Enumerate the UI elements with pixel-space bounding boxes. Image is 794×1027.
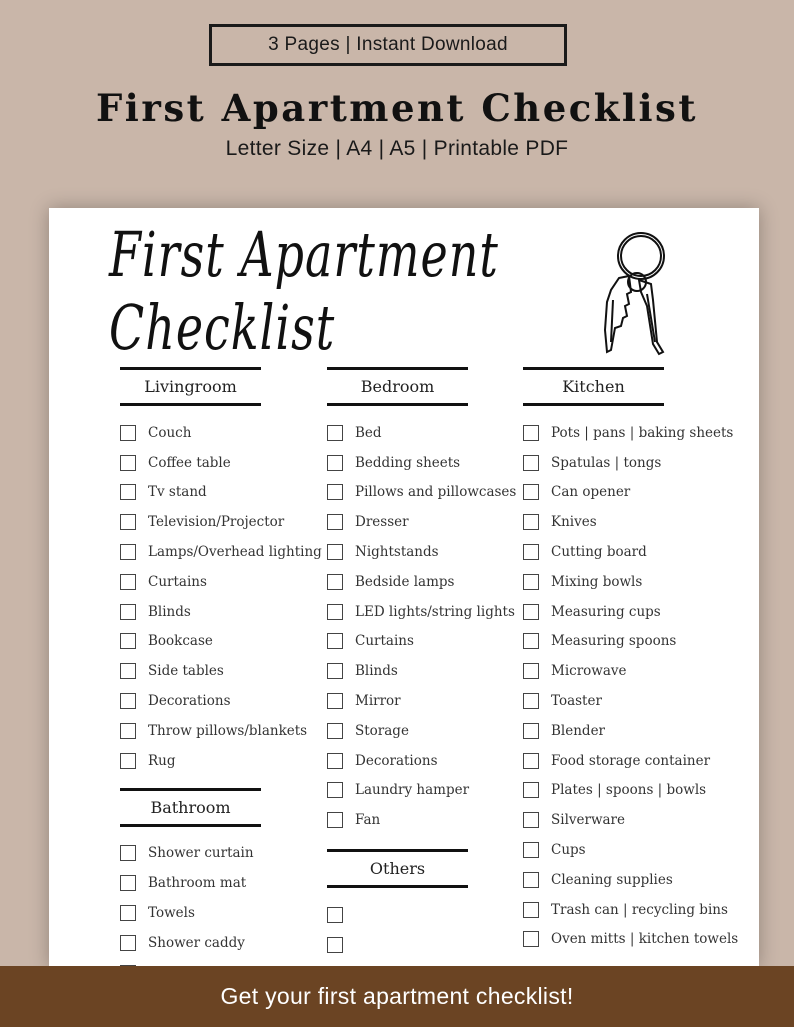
item-label: Towels [148,905,195,922]
item-label: Oven mitts | kitchen towels [551,931,739,948]
item-label: Food storage container [551,752,711,769]
item-label: Nightstands [355,544,439,561]
checkbox[interactable] [327,812,343,828]
checkbox[interactable] [327,425,343,441]
checkbox[interactable] [523,425,539,441]
item-label: Television/Projector [148,514,285,531]
item-label: Cleaning supplies [551,871,673,888]
checkbox[interactable] [523,723,539,739]
checklist-item [120,686,331,716]
checkbox[interactable] [120,544,136,560]
checklist-item [523,656,738,686]
item-label: Blender [551,722,606,739]
checkbox[interactable] [327,633,343,649]
checkbox[interactable] [120,633,136,649]
checkbox[interactable] [120,663,136,679]
item-label: Mirror [355,693,401,710]
checkbox[interactable] [523,544,539,560]
checklist-item [327,567,516,597]
checklist-item [120,898,331,928]
checklist-item [523,507,738,537]
checkbox[interactable] [523,872,539,888]
checkbox[interactable] [523,514,539,530]
livingroom-list [120,418,331,776]
checkbox[interactable] [327,753,343,769]
checklist-item [523,686,738,716]
item-label: Curtains [355,633,414,650]
checkbox[interactable] [523,633,539,649]
checkbox[interactable] [327,782,343,798]
item-label: Bookcase [148,633,213,650]
item-label: Coffee table [148,454,231,471]
checklist-item [327,716,516,746]
item-label: Knives [551,514,597,531]
item-label: Microwave [551,663,627,680]
item-label: Storage [355,722,409,739]
checkbox[interactable] [523,574,539,590]
item-label: Mixing bowls [551,573,643,590]
checkbox[interactable] [327,574,343,590]
checklist-item [523,805,738,835]
checkbox[interactable] [120,484,136,500]
checklist-item [120,418,331,448]
checklist-item [120,627,331,657]
checkbox[interactable] [120,693,136,709]
checklist-item [523,925,738,955]
checkbox[interactable] [523,782,539,798]
item-label: Blinds [148,603,191,620]
product-title: First Apartment Checklist [96,86,698,130]
checklist-item [120,448,331,478]
checklist-item [327,418,516,448]
checkbox[interactable] [523,753,539,769]
checkbox[interactable] [523,812,539,828]
item-label: Trash can | recycling bins [551,901,728,918]
checkbox[interactable] [120,845,136,861]
checkbox[interactable] [120,574,136,590]
item-label: Decorations [355,752,438,769]
item-label: Silverware [551,812,625,829]
checkbox[interactable] [523,484,539,500]
checklist-item [523,716,738,746]
checklist-item [327,805,516,835]
checkbox[interactable] [327,514,343,530]
checklist-item [327,448,516,478]
checkbox[interactable] [327,693,343,709]
checkbox[interactable] [120,905,136,921]
column-left [120,367,331,988]
checkbox[interactable] [523,604,539,620]
item-label: Couch [148,424,192,441]
checkbox[interactable] [120,455,136,471]
checklist-item [327,746,516,776]
checklist-item [120,868,331,898]
checklist-sheet [49,208,759,968]
checklist-item [327,930,516,960]
checklist-item [120,507,331,537]
column-middle [327,367,516,990]
item-label: Lamps/Overhead lighting [148,544,322,561]
checkbox[interactable] [327,544,343,560]
item-label: Cups [551,842,586,859]
checkbox[interactable] [120,875,136,891]
item-label: Measuring cups [551,603,661,620]
cta-banner: Get your first apartment checklist! [0,966,794,1027]
checkbox[interactable] [120,604,136,620]
checkbox[interactable] [120,514,136,530]
item-label: Side tables [148,663,224,680]
checklist-item [523,478,738,508]
item-label: Blinds [355,663,398,680]
checklist-item [327,597,516,627]
checkbox[interactable] [523,931,539,947]
checklist-item [327,507,516,537]
checkbox[interactable] [327,723,343,739]
item-label: Tv stand [148,484,207,501]
item-label: Pots | pans | baking sheets [551,424,734,441]
checkbox[interactable] [120,935,136,951]
section-heading-bathroom: Bathroom [120,788,261,827]
checklist-item [523,776,738,806]
checklist-item [120,746,331,776]
checkbox[interactable] [120,753,136,769]
item-label: Spatulas | tongs [551,454,662,471]
item-label: Bed [355,424,382,441]
checklist-item [120,567,331,597]
item-label: Plates | spoons | bowls [551,782,707,799]
item-label: Shower curtain [148,845,254,862]
checklist-item [523,567,738,597]
checkbox[interactable] [327,455,343,471]
item-label: Toaster [551,693,602,710]
checklist-item [523,865,738,895]
section-heading-kitchen: Kitchen [523,367,664,406]
checkbox[interactable] [523,693,539,709]
checklist-item [120,839,331,869]
item-label: Decorations [148,693,231,710]
item-label: Can opener [551,484,631,501]
checklist-item [523,597,738,627]
checklist-item [327,686,516,716]
checkbox[interactable] [523,663,539,679]
checkbox[interactable] [120,425,136,441]
checklist-item [523,895,738,925]
item-label: Shower caddy [148,934,245,951]
item-label: Measuring spoons [551,633,677,650]
item-label: Pillows and pillowcases [355,484,517,501]
checkbox[interactable] [523,455,539,471]
checklist-item [120,537,331,567]
checklist-item [120,597,331,627]
checklist-item [327,776,516,806]
item-label: Bedding sheets [355,454,461,471]
checkbox[interactable] [120,723,136,739]
section-heading-others: Others [327,849,468,888]
keys-icon [601,230,671,356]
checklist-item [327,478,516,508]
section-heading-livingroom: Livingroom [120,367,261,406]
checklist-item [523,746,738,776]
checklist-item [327,537,516,567]
checklist-item [327,900,516,930]
checklist-item [523,418,738,448]
item-label: Laundry hamper [355,782,470,799]
checkbox[interactable] [327,663,343,679]
checklist-item [523,537,738,567]
checkbox[interactable] [327,604,343,620]
checkbox[interactable] [523,842,539,858]
checkbox[interactable] [327,484,343,500]
item-label: Throw pillows/blankets [148,722,308,739]
item-label: Cutting board [551,544,647,561]
checkbox[interactable] [523,902,539,918]
section-heading-bedroom: Bedroom [327,367,468,406]
checklist-item [523,627,738,657]
checkbox[interactable] [327,937,343,953]
item-label: LED lights/string lights [355,603,515,620]
product-subtitle: Letter Size | A4 | A5 | Printable PDF [225,137,569,160]
column-right [523,367,738,954]
item-label: Bedside lamps [355,573,455,590]
checklist-item [523,448,738,478]
sheet-script-title: First Apartment Checklist [109,218,499,364]
item-label: Fan [355,812,381,829]
checklist-item [327,656,516,686]
checkbox[interactable] [327,907,343,923]
bedroom-list [327,418,516,835]
item-label: Rug [148,752,176,769]
item-label: Dresser [355,514,409,531]
checklist-item [327,627,516,657]
item-label: Bathroom mat [148,875,247,892]
format-badge: 3 Pages | Instant Download [209,24,567,66]
checklist-item [120,656,331,686]
checklist-item [523,835,738,865]
checklist-item [120,478,331,508]
checklist-item [120,928,331,958]
checklist-item [120,716,331,746]
item-label: Curtains [148,573,207,590]
kitchen-list [523,418,738,954]
